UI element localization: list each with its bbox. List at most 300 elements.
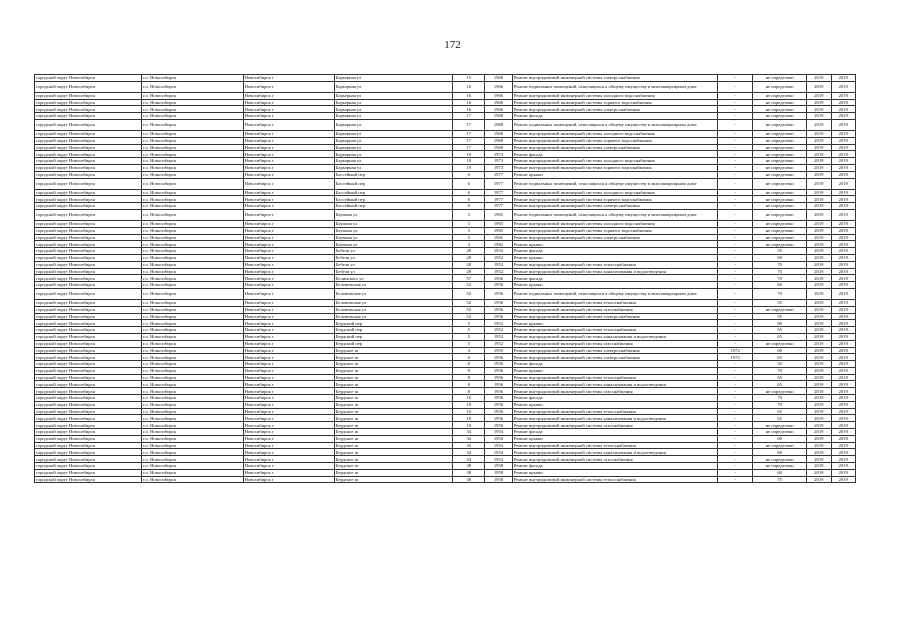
wear-percent-cell: не определено: [753, 144, 807, 151]
table-row: [35, 320, 856, 327]
wear-percent-cell: не определено: [753, 463, 807, 470]
city-cell: Новосибирск г: [243, 137, 334, 144]
table-row: [35, 209, 856, 220]
work-type-cell: Ремонт внутридомовой инженерной системы горячего водоснабжения: [512, 164, 718, 171]
table-row: [35, 196, 856, 203]
municipality-cell: городской округ Новосибирск: [35, 196, 142, 203]
build-year-cell: 1956: [485, 275, 513, 282]
build-year-cell: 1968: [485, 137, 513, 144]
work-type-cell: Ремонт фасада: [512, 395, 718, 402]
plan-year-start-cell: 2019: [807, 75, 831, 82]
house-number-cell: 16: [453, 106, 485, 113]
table-row: [35, 81, 856, 92]
table-row: [35, 408, 856, 415]
wear-percent-cell: не определено: [753, 422, 807, 429]
plan-year-end-cell: 2019: [831, 282, 855, 289]
street-cell: Бердское ш: [334, 354, 453, 361]
street-cell: Бердское ш: [334, 408, 453, 415]
wear-percent-cell: не определено: [753, 241, 807, 248]
district-cell: г.о. Новосибирск: [141, 248, 243, 255]
city-cell: Новосибирск г: [243, 178, 334, 189]
house-number-cell: 28: [453, 261, 485, 268]
wear-percent-cell: не определено: [753, 227, 807, 234]
house-number-cell: 17: [453, 119, 485, 130]
plan-year-end-cell: 2019: [831, 327, 855, 334]
wear-percent-cell: 60: [753, 254, 807, 261]
plan-year-end-cell: 2019: [831, 196, 855, 203]
municipality-cell: городской округ Новосибирск: [35, 408, 142, 415]
city-cell: Новосибирск г: [243, 469, 334, 476]
city-cell: Новосибирск г: [243, 476, 334, 483]
reconstruction-year-cell: -: [718, 99, 753, 106]
municipality-cell: городской округ Новосибирск: [35, 333, 142, 340]
build-year-cell: 1977: [485, 178, 513, 189]
wear-percent-cell: 60: [753, 282, 807, 289]
build-year-cell: 1956: [485, 299, 513, 306]
district-cell: г.о. Новосибирск: [141, 449, 243, 456]
municipality-cell: городской округ Новосибирск: [35, 340, 142, 347]
reconstruction-year-cell: -: [718, 463, 753, 470]
wear-percent-cell: 65: [753, 333, 807, 340]
plan-year-end-cell: 2019: [831, 374, 855, 381]
table-row: [35, 220, 856, 227]
municipality-cell: городской округ Новосибирск: [35, 241, 142, 248]
city-cell: Новосибирск г: [243, 422, 334, 429]
plan-year-end-cell: 2019: [831, 189, 855, 196]
plan-year-end-cell: 2019: [831, 401, 855, 408]
city-cell: Новосибирск г: [243, 106, 334, 113]
plan-year-start-cell: 2019: [807, 422, 831, 429]
plan-year-start-cell: 2019: [807, 164, 831, 171]
municipality-cell: городской округ Новосибирск: [35, 313, 142, 320]
city-cell: Новосибирск г: [243, 395, 334, 402]
build-year-cell: 1954: [485, 429, 513, 436]
table-row: [35, 164, 856, 171]
house-number-cell: 5: [453, 333, 485, 340]
city-cell: Новосибирск г: [243, 299, 334, 306]
wear-percent-cell: не определено: [753, 178, 807, 189]
table-row: [35, 282, 856, 289]
house-number-cell: 34: [453, 449, 485, 456]
table-row: [35, 261, 856, 268]
district-cell: г.о. Новосибирск: [141, 75, 243, 82]
street-cell: Барьерная ул: [334, 158, 453, 165]
city-cell: Новосибирск г: [243, 241, 334, 248]
city-cell: Новосибирск г: [243, 429, 334, 436]
house-number-cell: 10: [453, 408, 485, 415]
plan-year-start-cell: 2019: [807, 408, 831, 415]
wear-percent-cell: не определено: [753, 456, 807, 463]
street-cell: Бассейный пер: [334, 189, 453, 196]
build-year-cell: 1977: [485, 196, 513, 203]
wear-percent-cell: не определено: [753, 130, 807, 137]
build-year-cell: 1965: [485, 234, 513, 241]
reconstruction-year-cell: -: [718, 171, 753, 178]
house-number-cell: 38: [453, 463, 485, 470]
work-type-cell: Ремонт крыши: [512, 469, 718, 476]
plan-year-end-cell: 2019: [831, 254, 855, 261]
wear-percent-cell: не определено: [753, 306, 807, 313]
house-number-cell: 8: [453, 367, 485, 374]
street-cell: Бердский пер: [334, 340, 453, 347]
city-cell: Новосибирск г: [243, 248, 334, 255]
district-cell: г.о. Новосибирск: [141, 227, 243, 234]
reconstruction-year-cell: -: [718, 92, 753, 99]
district-cell: г.о. Новосибирск: [141, 220, 243, 227]
city-cell: Новосибирск г: [243, 288, 334, 299]
plan-year-start-cell: 2019: [807, 81, 831, 92]
district-cell: г.о. Новосибирск: [141, 189, 243, 196]
plan-year-end-cell: 2019: [831, 347, 855, 354]
reconstruction-year-cell: -: [718, 456, 753, 463]
wear-percent-cell: не определено: [753, 220, 807, 227]
wear-percent-cell: 65: [753, 381, 807, 388]
district-cell: г.о. Новосибирск: [141, 234, 243, 241]
build-year-cell: 1966: [485, 92, 513, 99]
plan-year-start-cell: 2019: [807, 340, 831, 347]
city-cell: Новосибирск г: [243, 92, 334, 99]
build-year-cell: 1965: [485, 220, 513, 227]
table-row: [35, 442, 856, 449]
district-cell: г.о. Новосибирск: [141, 435, 243, 442]
house-number-cell: 38: [453, 476, 485, 483]
table-row: [35, 429, 856, 436]
street-cell: Бердское ш: [334, 463, 453, 470]
work-type-cell: Ремонт внутридомовой инженерной системы холодного водоснабжения: [512, 92, 718, 99]
table-row: [35, 254, 856, 261]
municipality-cell: городской округ Новосибирск: [35, 395, 142, 402]
house-number-cell: 28: [453, 254, 485, 261]
build-year-cell: 1973: [485, 151, 513, 158]
street-cell: Бердское ш: [334, 422, 453, 429]
district-cell: г.о. Новосибирск: [141, 320, 243, 327]
build-year-cell: 1966: [485, 106, 513, 113]
build-year-cell: 1954: [485, 449, 513, 456]
street-cell: Барьерная ул: [334, 130, 453, 137]
plan-year-start-cell: 2019: [807, 209, 831, 220]
build-year-cell: 1958: [485, 469, 513, 476]
municipality-cell: городской округ Новосибирск: [35, 189, 142, 196]
district-cell: г.о. Новосибирск: [141, 171, 243, 178]
plan-year-start-cell: 2019: [807, 254, 831, 261]
table-body: [35, 75, 856, 483]
table-row: [35, 75, 856, 82]
reconstruction-year-cell: -: [718, 388, 753, 395]
street-cell: Бердский пер: [334, 320, 453, 327]
wear-percent-cell: не определено: [753, 388, 807, 395]
city-cell: Новосибирск г: [243, 171, 334, 178]
plan-year-start-cell: 2019: [807, 476, 831, 483]
plan-year-start-cell: 2019: [807, 137, 831, 144]
street-cell: Бассейный пер: [334, 196, 453, 203]
plan-year-end-cell: 2019: [831, 119, 855, 130]
build-year-cell: 1956: [485, 415, 513, 422]
plan-year-start-cell: 2019: [807, 361, 831, 368]
build-year-cell: 1956: [485, 422, 513, 429]
build-year-cell: 1956: [485, 288, 513, 299]
plan-year-start-cell: 2019: [807, 158, 831, 165]
street-cell: Бердское ш: [334, 449, 453, 456]
wear-percent-cell: 55: [753, 248, 807, 255]
district-cell: г.о. Новосибирск: [141, 288, 243, 299]
work-type-cell: Ремонт внутридомовой инженерной системы электроснабжения: [512, 347, 718, 354]
build-year-cell: 1956: [485, 388, 513, 395]
reconstruction-year-cell: -: [718, 401, 753, 408]
house-number-cell: 16: [453, 99, 485, 106]
street-cell: Барьерная ул: [334, 113, 453, 120]
house-number-cell: 10: [453, 395, 485, 402]
plan-year-start-cell: 2019: [807, 299, 831, 306]
work-type-cell: Ремонт подвальных помещений, относящихся к общему имуществу в многоквартирном доме: [512, 81, 718, 92]
street-cell: Бебеля ул: [334, 268, 453, 275]
wear-percent-cell: 65: [753, 408, 807, 415]
reconstruction-year-cell: -: [718, 415, 753, 422]
table-row: [35, 476, 856, 483]
plan-year-end-cell: 2019: [831, 415, 855, 422]
wear-percent-cell: не определено: [753, 92, 807, 99]
district-cell: г.о. Новосибирск: [141, 196, 243, 203]
build-year-cell: 1952: [485, 268, 513, 275]
street-cell: Бердский пер: [334, 327, 453, 334]
reconstruction-year-cell: -: [718, 113, 753, 120]
municipality-cell: городской округ Новосибирск: [35, 381, 142, 388]
municipality-cell: городской округ Новосибирск: [35, 144, 142, 151]
reconstruction-year-cell: -: [718, 241, 753, 248]
wear-percent-cell: 70: [753, 401, 807, 408]
municipality-cell: городской округ Новосибирск: [35, 130, 142, 137]
reconstruction-year-cell: -: [718, 248, 753, 255]
plan-year-start-cell: 2019: [807, 99, 831, 106]
city-cell: Новосибирск г: [243, 333, 334, 340]
work-type-cell: Ремонт внутридомовой инженерной системы газоснабжения: [512, 340, 718, 347]
district-cell: г.о. Новосибирск: [141, 158, 243, 165]
street-cell: Бердское ш: [334, 476, 453, 483]
street-cell: Баумана ул: [334, 241, 453, 248]
municipality-cell: городской округ Новосибирск: [35, 254, 142, 261]
district-cell: г.о. Новосибирск: [141, 463, 243, 470]
table-row: [35, 137, 856, 144]
reconstruction-year-cell: -: [718, 333, 753, 340]
plan-year-start-cell: 2019: [807, 220, 831, 227]
house-number-cell: 52: [453, 299, 485, 306]
build-year-cell: 1982: [485, 241, 513, 248]
reconstruction-year-cell: -: [718, 381, 753, 388]
reconstruction-year-cell: -: [718, 178, 753, 189]
plan-year-start-cell: 2019: [807, 429, 831, 436]
plan-year-end-cell: 2019: [831, 234, 855, 241]
district-cell: г.о. Новосибирск: [141, 178, 243, 189]
street-cell: Бердское ш: [334, 442, 453, 449]
house-number-cell: 34: [453, 456, 485, 463]
district-cell: г.о. Новосибирск: [141, 92, 243, 99]
wear-percent-cell: 70: [753, 275, 807, 282]
district-cell: г.о. Новосибирск: [141, 119, 243, 130]
district-cell: г.о. Новосибирск: [141, 151, 243, 158]
city-cell: Новосибирск г: [243, 268, 334, 275]
work-type-cell: Ремонт подвальных помещений, относящихся к общему имуществу в многоквартирном доме: [512, 178, 718, 189]
table-row: [35, 130, 856, 137]
district-cell: г.о. Новосибирск: [141, 469, 243, 476]
house-number-cell: 16: [453, 81, 485, 92]
municipality-cell: городской округ Новосибирск: [35, 469, 142, 476]
reconstruction-year-cell: -: [718, 288, 753, 299]
wear-percent-cell: 60: [753, 435, 807, 442]
street-cell: Беловежская ул: [334, 306, 453, 313]
work-type-cell: Ремонт внутридомовой инженерной системы канализования и водоотведения: [512, 449, 718, 456]
work-type-cell: Ремонт фасада: [512, 275, 718, 282]
district-cell: г.о. Новосибирск: [141, 282, 243, 289]
municipality-cell: городской округ Новосибирск: [35, 178, 142, 189]
street-cell: Барьерная ул: [334, 99, 453, 106]
table-row: [35, 288, 856, 299]
wear-percent-cell: не определено: [753, 99, 807, 106]
build-year-cell: 1977: [485, 189, 513, 196]
plan-year-end-cell: 2019: [831, 241, 855, 248]
city-cell: Новосибирск г: [243, 196, 334, 203]
table-row: [35, 313, 856, 320]
plan-year-start-cell: 2019: [807, 469, 831, 476]
municipality-cell: городской округ Новосибирск: [35, 99, 142, 106]
build-year-cell: 1954: [485, 435, 513, 442]
reconstruction-year-cell: -: [718, 367, 753, 374]
build-year-cell: 1956: [485, 313, 513, 320]
wear-percent-cell: не определено: [753, 113, 807, 120]
wear-percent-cell: 60: [753, 469, 807, 476]
work-type-cell: Ремонт внутридомовой инженерной системы теплоснабжения: [512, 476, 718, 483]
city-cell: Новосибирск г: [243, 158, 334, 165]
build-year-cell: 1955: [485, 347, 513, 354]
street-cell: Бебеля ул: [334, 248, 453, 255]
table-row: [35, 415, 856, 422]
work-type-cell: Ремонт внутридомовой инженерной системы горячего водоснабжения: [512, 196, 718, 203]
work-type-cell: Ремонт внутридомовой инженерной системы теплоснабжения: [512, 442, 718, 449]
municipality-cell: городской округ Новосибирск: [35, 275, 142, 282]
build-year-cell: 1952: [485, 261, 513, 268]
work-type-cell: Ремонт внутридомовой инженерной системы газоснабжения: [512, 456, 718, 463]
district-cell: г.о. Новосибирск: [141, 408, 243, 415]
district-cell: г.о. Новосибирск: [141, 144, 243, 151]
house-number-cell: 6: [453, 196, 485, 203]
wear-percent-cell: не определено: [753, 164, 807, 171]
wear-percent-cell: 70: [753, 261, 807, 268]
table-row: [35, 327, 856, 334]
plan-year-start-cell: 2019: [807, 203, 831, 210]
reconstruction-year-cell: -: [718, 408, 753, 415]
city-cell: Новосибирск г: [243, 449, 334, 456]
work-type-cell: Ремонт внутридомовой инженерной системы канализования и водоотведения: [512, 381, 718, 388]
house-number-cell: 8: [453, 361, 485, 368]
build-year-cell: 1952: [485, 333, 513, 340]
district-cell: г.о. Новосибирск: [141, 327, 243, 334]
house-number-cell: 34: [453, 442, 485, 449]
plan-year-end-cell: 2019: [831, 227, 855, 234]
reconstruction-year-cell: 1972: [718, 354, 753, 361]
table-row: [35, 178, 856, 189]
municipality-cell: городской округ Новосибирск: [35, 220, 142, 227]
district-cell: г.о. Новосибирск: [141, 422, 243, 429]
wear-percent-cell: не определено: [753, 429, 807, 436]
municipality-cell: городской округ Новосибирск: [35, 422, 142, 429]
plan-year-start-cell: 2019: [807, 241, 831, 248]
street-cell: Баумана ул: [334, 209, 453, 220]
plan-year-start-cell: 2019: [807, 189, 831, 196]
plan-year-start-cell: 2019: [807, 456, 831, 463]
reconstruction-year-cell: -: [718, 151, 753, 158]
house-number-cell: 6: [453, 171, 485, 178]
plan-year-end-cell: 2019: [831, 354, 855, 361]
reconstruction-year-cell: 1972: [718, 347, 753, 354]
city-cell: Новосибирск г: [243, 463, 334, 470]
reconstruction-year-cell: -: [718, 442, 753, 449]
plan-year-end-cell: 2019: [831, 106, 855, 113]
street-cell: Баумана ул: [334, 220, 453, 227]
plan-year-end-cell: 2019: [831, 268, 855, 275]
city-cell: Новосибирск г: [243, 401, 334, 408]
city-cell: Новосибирск г: [243, 254, 334, 261]
work-type-cell: Ремонт внутридомовой инженерной системы теплоснабжения: [512, 374, 718, 381]
wear-percent-cell: 50: [753, 361, 807, 368]
table-row: [35, 119, 856, 130]
district-cell: г.о. Новосибирск: [141, 401, 243, 408]
municipality-cell: городской округ Новосибирск: [35, 367, 142, 374]
work-type-cell: Ремонт подвальных помещений, относящихся к общему имуществу в многоквартирном доме: [512, 209, 718, 220]
table-row: [35, 268, 856, 275]
work-type-cell: Ремонт крыши: [512, 320, 718, 327]
house-number-cell: 19: [453, 164, 485, 171]
work-type-cell: Ремонт внутридомовой инженерной системы электроснабжения: [512, 75, 718, 82]
house-number-cell: 17: [453, 137, 485, 144]
reconstruction-year-cell: -: [718, 227, 753, 234]
work-type-cell: Ремонт крыши: [512, 367, 718, 374]
wear-percent-cell: не определено: [753, 442, 807, 449]
street-cell: Бебеля ул: [334, 254, 453, 261]
street-cell: Бассейный пер: [334, 171, 453, 178]
district-cell: г.о. Новосибирск: [141, 268, 243, 275]
work-type-cell: Ремонт подвальных помещений, относящихся к общему имуществу в многоквартирном доме: [512, 288, 718, 299]
house-number-cell: 19: [453, 158, 485, 165]
street-cell: Беловежская ул: [334, 313, 453, 320]
district-cell: г.о. Новосибирск: [141, 164, 243, 171]
municipality-cell: городской округ Новосибирск: [35, 299, 142, 306]
municipality-cell: городской округ Новосибирск: [35, 113, 142, 120]
build-year-cell: 1965: [485, 209, 513, 220]
municipality-cell: городской округ Новосибирск: [35, 288, 142, 299]
repair-schedule-table: [34, 74, 856, 483]
build-year-cell: 1973: [485, 164, 513, 171]
house-number-cell: 10: [453, 415, 485, 422]
street-cell: Барьерная ул: [334, 164, 453, 171]
plan-year-start-cell: 2019: [807, 178, 831, 189]
build-year-cell: 1956: [485, 367, 513, 374]
build-year-cell: 1956: [485, 381, 513, 388]
table-row: [35, 158, 856, 165]
district-cell: г.о. Новосибирск: [141, 442, 243, 449]
plan-year-end-cell: 2019: [831, 144, 855, 151]
street-cell: Беловежская ул: [334, 299, 453, 306]
city-cell: Новосибирск г: [243, 381, 334, 388]
table-row: [35, 333, 856, 340]
plan-year-start-cell: 2019: [807, 227, 831, 234]
district-cell: г.о. Новосибирск: [141, 340, 243, 347]
plan-year-start-cell: 2019: [807, 261, 831, 268]
house-number-cell: 52: [453, 282, 485, 289]
build-year-cell: 1977: [485, 203, 513, 210]
table-row: [35, 374, 856, 381]
house-number-cell: 6: [453, 189, 485, 196]
plan-year-start-cell: 2019: [807, 288, 831, 299]
plan-year-start-cell: 2019: [807, 275, 831, 282]
house-number-cell: 5: [453, 320, 485, 327]
